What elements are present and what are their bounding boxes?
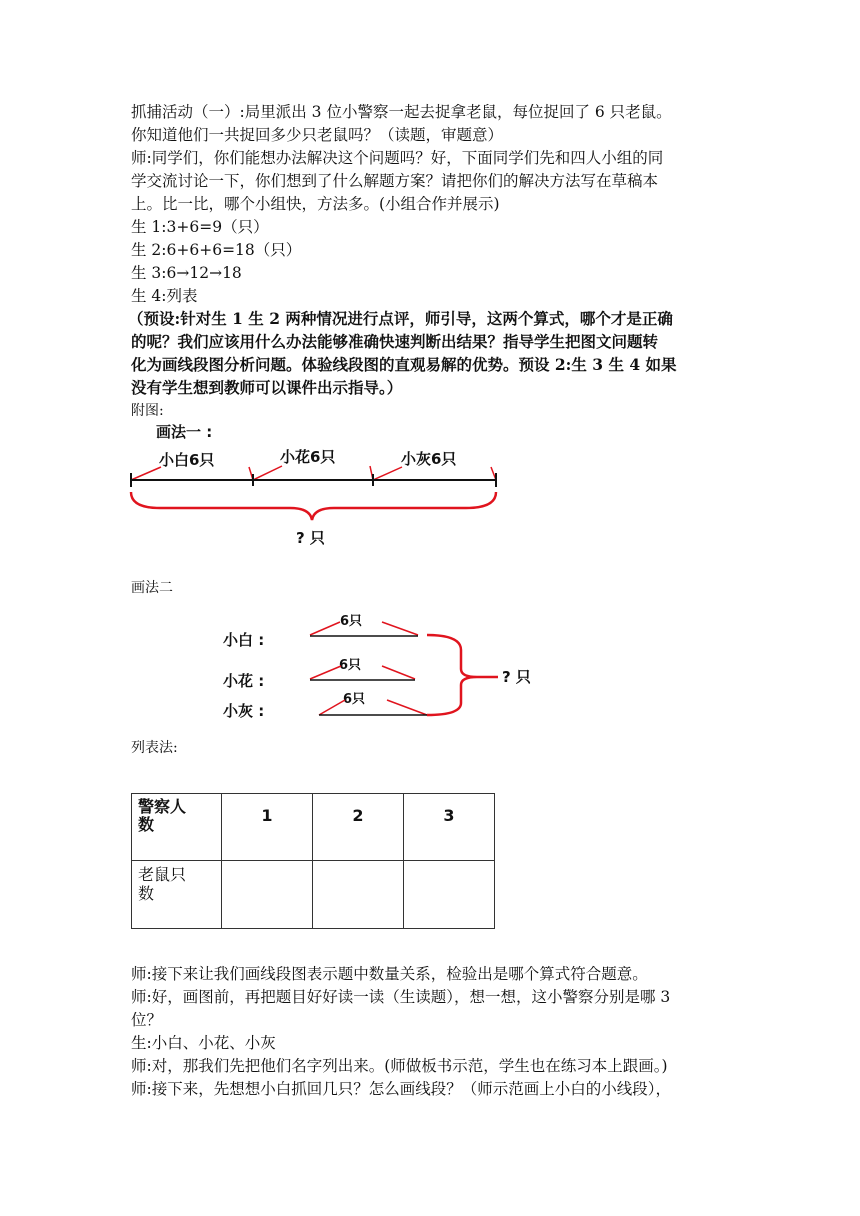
method2-total-label: ? 只 <box>502 668 531 686</box>
table-header-police-line1: 警察人 <box>138 797 187 816</box>
method2-value-1: 6只 <box>340 614 363 629</box>
method1-seg1-label: 小白6只 <box>159 451 215 469</box>
table-caption: 列表法: <box>131 740 178 756</box>
body-line-1: 师:接下来让我们画线段图表示题中数量关系，检验出是哪个算式符合题意。 <box>131 965 648 983</box>
figure-label: 附图: <box>131 403 164 419</box>
note-line-2: 的呢？我们应该用什么办法能够准确快速判断出结果？指导学生把图文问题转 <box>131 332 659 351</box>
student-answer-1: 生 1:3+6=9（只） <box>131 218 269 236</box>
table-cell-empty <box>313 861 404 929</box>
table-row <box>132 861 495 929</box>
method1-total-label: ? 只 <box>296 529 325 547</box>
student-answer-2: 生 2:6+6+6=18（只） <box>131 241 302 259</box>
method1-segment-line <box>131 473 496 487</box>
method2-name-3: 小灰 : <box>223 702 265 720</box>
body-line-2: 师:好，画图前，再把题目好好读一读（生读题），想一想，这小警察分别是哪 3 <box>131 988 671 1006</box>
method1-seg3-label: 小灰6只 <box>401 450 457 468</box>
note-line-4: 没有学生想到教师可以课件出示指导。） <box>131 378 403 397</box>
table-col-3: 3 <box>404 794 495 861</box>
table-header-police <box>132 794 222 861</box>
count-table <box>131 793 495 929</box>
student-answer-4: 生 4:列表 <box>131 287 198 305</box>
body-line-4: 生:小白、小花、小灰 <box>131 1034 276 1052</box>
method2-total-brace <box>427 635 477 715</box>
method2-caption: 画法二 <box>131 580 173 596</box>
table-header-mice <box>132 861 222 929</box>
note-line-1: （预设:针对生 1 生 2 两种情况进行点评，师引导，这两个算式，哪个才是正确 <box>128 309 673 328</box>
intro-line-5: 上。比一比，哪个小组快，方法多。(小组合作并展示) <box>131 195 500 213</box>
body-line-6: 师:接下来，先想想小白抓回几只？怎么画线段？（师示范画上小白的小线段）， <box>131 1080 671 1098</box>
method1-seg2-label: 小花6只 <box>280 448 336 466</box>
method2-segments <box>310 636 427 715</box>
table-col-2: 2 <box>313 794 404 861</box>
method2-diagram <box>215 605 555 725</box>
method2-name-1: 小白 : <box>223 631 265 649</box>
method2-name-2: 小花 : <box>223 672 265 690</box>
method1-title: 画法一 : <box>156 423 213 441</box>
table-header-mice-line1: 老鼠只 <box>138 865 187 884</box>
body-line-3: 位？ <box>131 1011 163 1029</box>
table-row <box>132 794 495 861</box>
intro-line-3: 师:同学们，你们能想办法解决这个问题吗？好，下面同学们先和四人小组的同 <box>131 149 664 167</box>
intro-line-2: 你知道他们一共捉回多少只老鼠吗？（读题，审题意） <box>131 126 504 144</box>
table-cell-empty <box>404 861 495 929</box>
note-line-3: 化为画线段图分析问题。体验线段图的直观易解的优势。预设 2:生 3 生 4 如果 <box>131 355 677 374</box>
body-line-5: 师:对，那我们先把他们名字列出来。(师做板书示范，学生也在练习本上跟画。) <box>131 1057 668 1075</box>
table-col-1: 1 <box>222 794 313 861</box>
method2-value-3: 6只 <box>343 692 366 707</box>
intro-line-4: 学交流讨论一下，你们想到了什么解题方案？请把你们的解决方法写在草稿本 <box>131 172 659 190</box>
intro-line-1: 抓捕活动（一）:局里派出 3 位小警察一起去捉拿老鼠，每位捉回了 6 只老鼠。 <box>131 103 672 121</box>
method1-total-brace <box>131 492 496 520</box>
method1-diagram <box>120 420 520 550</box>
student-answer-3: 生 3:6→12→18 <box>131 264 242 282</box>
table-cell-empty <box>222 861 313 929</box>
table-header-mice-line2: 数 <box>138 884 155 903</box>
method2-value-2: 6只 <box>339 658 362 673</box>
table-header-police-line2: 数 <box>138 815 155 834</box>
